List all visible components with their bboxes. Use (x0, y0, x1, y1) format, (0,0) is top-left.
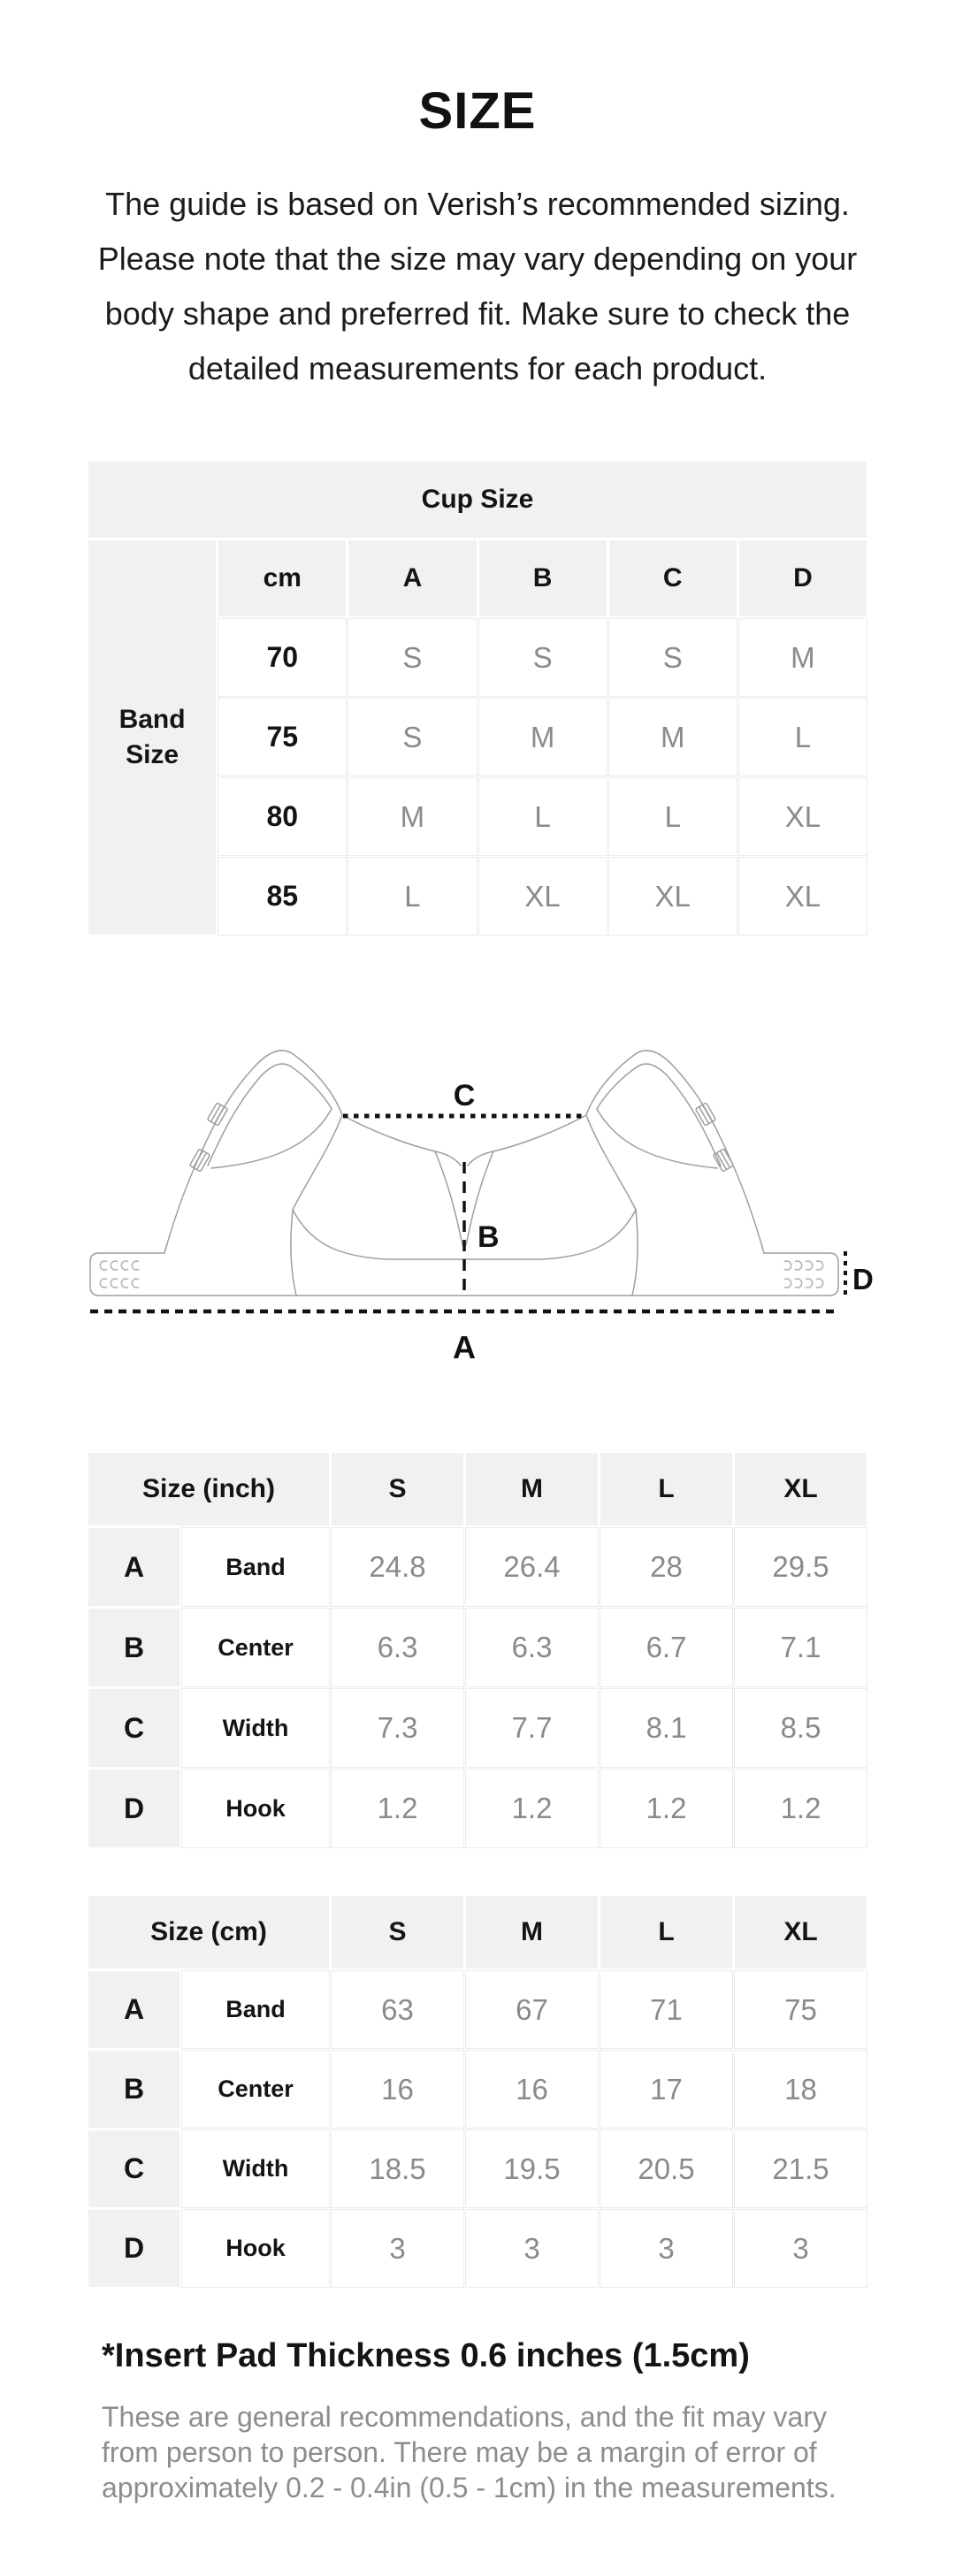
row-letter-cell: D (88, 1770, 180, 1847)
size-header-l: L (600, 1896, 732, 1968)
size-value-cell: 20.5 (600, 2130, 732, 2207)
cup-value-cell: M (739, 619, 867, 696)
cup-header-c: C (609, 540, 737, 616)
cup-value-cell: XL (739, 778, 867, 855)
size-value-cell: 67 (466, 1971, 598, 2048)
disclaimer-line: from person to person. There may be a margin of error of (102, 2436, 817, 2468)
intro-line: body shape and preferred fit. Make sure to check the (104, 295, 851, 332)
size-value-cell: 7.7 (466, 1689, 598, 1767)
row-label-cell: Hook (182, 1770, 329, 1847)
size-value-cell: 3 (600, 2210, 732, 2287)
band-value-cell: 75 (218, 699, 346, 776)
right-neckline (468, 1115, 586, 1166)
size-value-cell: 7.1 (735, 1609, 867, 1686)
inch-table-title: Size (inch) (88, 1453, 329, 1525)
left-cup-bottom-seam (293, 1210, 542, 1259)
right-cup-side-seam (586, 1115, 638, 1296)
measurement-label-b: B (478, 1220, 500, 1254)
size-value-cell: 6.3 (466, 1609, 598, 1686)
size-value-cell: 3 (332, 2210, 463, 2287)
right-cup-bottom-seam (542, 1210, 636, 1259)
size-value-cell: 16 (332, 2051, 463, 2128)
intro-paragraph (0, 177, 955, 396)
row-label-cell: Center (182, 1609, 329, 1686)
cup-value-cell: L (609, 778, 737, 855)
cup-header-a: A (348, 540, 476, 616)
inch-table (88, 1453, 867, 1847)
size-value-cell: 26.4 (466, 1528, 598, 1606)
left-neckline (342, 1115, 461, 1166)
insert-pad-footnote: *Insert Pad Thickness 0.6 inches (1.5cm) (102, 2337, 750, 2374)
row-label-cell: Center (182, 2051, 329, 2128)
size-header-s: S (332, 1896, 463, 1968)
right-strap-inner (597, 1064, 721, 1166)
page-title: SIZE (418, 82, 537, 140)
size-value-cell: 1.2 (735, 1770, 867, 1847)
bra-measurement-diagram (0, 990, 955, 1397)
size-header-xl: XL (735, 1896, 867, 1968)
size-header-s: S (332, 1453, 463, 1525)
unit-header: cm (218, 540, 346, 616)
size-header-m: M (466, 1896, 598, 1968)
cup-value-cell: L (348, 858, 476, 935)
measurement-label-a: A (453, 1329, 476, 1365)
size-value-cell: 1.2 (600, 1770, 732, 1847)
cup-value-cell: S (609, 619, 737, 696)
cup-header-d: D (739, 540, 867, 616)
left-strap-outer (164, 1051, 342, 1253)
row-letter-cell: A (88, 1971, 180, 2048)
band-size-header (88, 540, 216, 935)
size-value-cell: 1.2 (332, 1770, 463, 1847)
size-value-cell: 29.5 (735, 1528, 867, 1606)
intro-line: Please note that the size may vary depending on your (97, 241, 858, 277)
cup-value-cell: S (348, 699, 476, 776)
strap-adjuster (189, 1149, 210, 1172)
size-value-cell: 21.5 (735, 2130, 867, 2207)
cup-value-cell: L (739, 699, 867, 776)
size-value-cell: 28 (600, 1528, 732, 1606)
cup-value-cell: M (609, 699, 737, 776)
size-value-cell: 6.3 (332, 1609, 463, 1686)
size-value-cell: 6.7 (600, 1609, 732, 1686)
row-letter-cell: B (88, 2051, 180, 2128)
left-underarm-curve (211, 1109, 332, 1168)
cup-size-table (88, 462, 867, 935)
cup-value-cell: L (479, 778, 607, 855)
size-header-m: M (466, 1453, 598, 1525)
size-value-cell: 18 (735, 2051, 867, 2128)
band-size-header-label: Band Size (118, 705, 186, 769)
cup-value-cell: S (479, 619, 607, 696)
cup-value-cell: M (348, 778, 476, 855)
intro-line: detailed measurements for each product. (187, 350, 768, 386)
disclaimer-line: These are general recommendations, and the fit may vary (102, 2401, 827, 2433)
left-cup-side-seam (291, 1115, 342, 1296)
cup-header-b: B (479, 540, 607, 616)
row-letter-cell: C (88, 1689, 180, 1767)
intro-line: The guide is based on Verish’s recommended sizing. (105, 186, 850, 222)
size-value-cell: 3 (466, 2210, 598, 2287)
cup-value-cell: M (479, 699, 607, 776)
size-value-cell: 71 (600, 1971, 732, 2048)
row-label-cell: Band (182, 1528, 329, 1606)
center-gore-left (435, 1151, 464, 1248)
measurement-label-d: D (852, 1263, 874, 1296)
band-value-cell: 70 (218, 619, 346, 696)
cup-value-cell: XL (479, 858, 607, 935)
left-strap-inner (208, 1064, 332, 1166)
row-letter-cell: C (88, 2130, 180, 2207)
size-header-xl: XL (735, 1453, 867, 1525)
size-value-cell: 8.5 (735, 1689, 867, 1767)
size-value-cell: 63 (332, 1971, 463, 2048)
right-strap-outer (586, 1051, 764, 1253)
disclaimer-paragraph (102, 2399, 955, 2505)
band-value-cell: 85 (218, 858, 346, 935)
row-label-cell: Hook (182, 2210, 329, 2287)
cm-table (88, 1896, 867, 2287)
size-value-cell: 17 (600, 2051, 732, 2128)
size-header-l: L (600, 1453, 732, 1525)
cup-value-cell: XL (609, 858, 737, 935)
size-value-cell: 24.8 (332, 1528, 463, 1606)
cup-size-table-title: Cup Size (88, 462, 867, 538)
size-value-cell: 18.5 (332, 2130, 463, 2207)
size-value-cell: 16 (466, 2051, 598, 2128)
row-letter-cell: A (88, 1528, 180, 1606)
band-value-cell: 80 (218, 778, 346, 855)
size-value-cell: 75 (735, 1971, 867, 2048)
size-value-cell: 7.3 (332, 1689, 463, 1767)
cup-value-cell: XL (739, 858, 867, 935)
cm-table-title: Size (cm) (88, 1896, 329, 1968)
size-value-cell: 19.5 (466, 2130, 598, 2207)
size-value-cell: 3 (735, 2210, 867, 2287)
row-letter-cell: D (88, 2210, 180, 2287)
measurement-label-c: C (453, 1079, 476, 1112)
size-value-cell: 1.2 (466, 1770, 598, 1847)
cup-value-cell: S (348, 619, 476, 696)
right-underarm-curve (597, 1109, 717, 1168)
disclaimer-line: approximately 0.2 - 0.4in (0.5 - 1cm) in the measurements. (102, 2472, 837, 2503)
size-value-cell: 8.1 (600, 1689, 732, 1767)
row-label-cell: Width (182, 1689, 329, 1767)
row-label-cell: Band (182, 1971, 329, 2048)
row-letter-cell: B (88, 1609, 180, 1686)
hook-marks (100, 1261, 822, 1288)
row-label-cell: Width (182, 2130, 329, 2207)
